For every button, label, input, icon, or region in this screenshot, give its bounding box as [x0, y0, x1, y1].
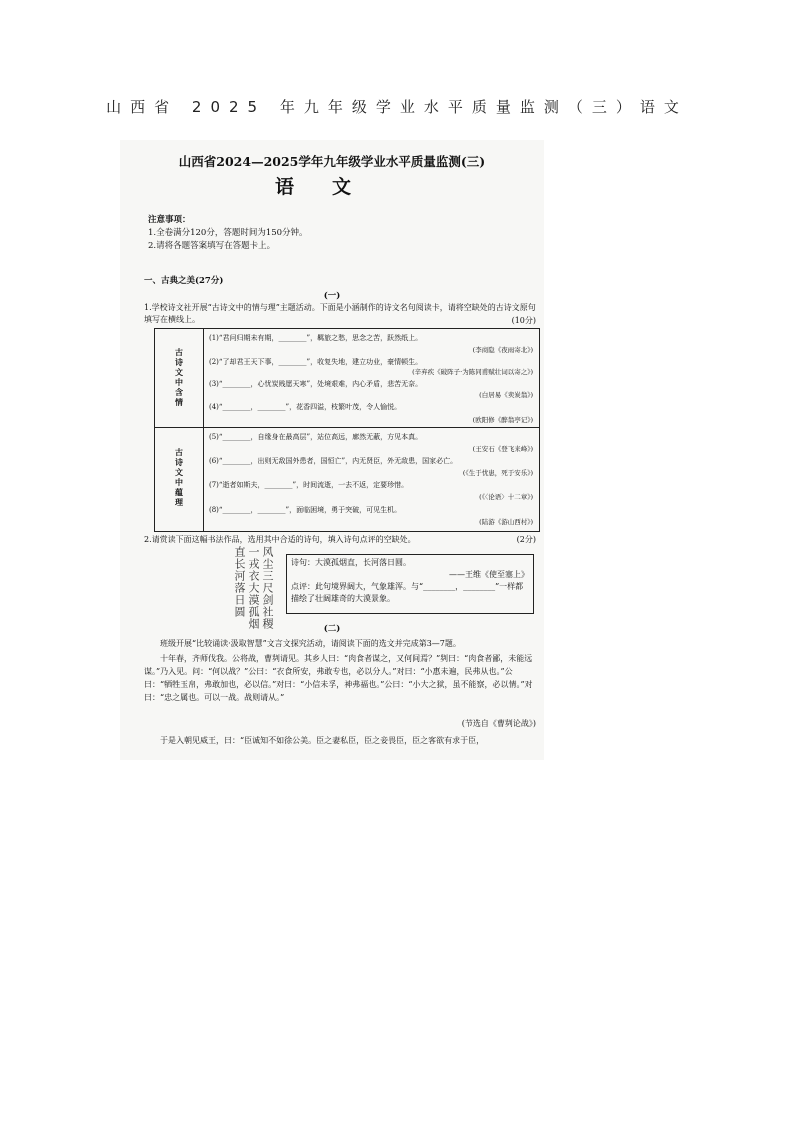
question-text: 1.学校诗文社开展“古诗文中的情与理”主题活动。下面是小涵制作的诗文名句阅读卡，请将空缺处的古诗文原句填写在横线上。	[144, 303, 536, 324]
passage-source: (节选自《曹刿论战》)	[461, 719, 536, 728]
question-1	[144, 302, 539, 326]
item-source: (《〈论语〉十二章》)	[479, 493, 533, 501]
item-source: (陆游《游山西村》)	[479, 518, 533, 526]
card-item: (3)“________，心忧炭贱愿天寒”，处境艰难，内心矛盾，悲苦无奈。	[209, 380, 423, 388]
item-source: (王安石《登飞来峰》)	[472, 445, 533, 453]
appreciation-box	[286, 554, 534, 614]
section-heading: 一、古典之美(27分)	[144, 276, 224, 286]
card-item: (2)“了却君王天下事，________”，收复失地，建立功业，豪情顿生。	[209, 358, 423, 366]
card-item: (4)“________，________”，花香四溢，枝繁叶茂，令人愉悦。	[209, 403, 402, 411]
card-label: 古诗文中含情	[175, 347, 183, 407]
item-source: (辛弃疾《破阵子·为陈同甫赋壮词以寄之》)	[412, 368, 533, 376]
exam-title: 山西省2024—2025学年九年级学业水平质量监测(三)	[178, 154, 486, 169]
appreciation-attribution: ——王维《使至塞上》	[449, 570, 529, 579]
question-2	[144, 534, 539, 546]
reading-intro: 班级开展“比较诵读·汲取智慧”文言文探究活动，请阅读下面的选文并完成第3—7题。	[160, 639, 461, 648]
appreciation-poem: 诗句：大漠孤烟直，长河落日圆。	[291, 558, 411, 567]
card-divider	[155, 427, 539, 428]
question-text: 2.请赏读下面这幅书法作品，选用其中合适的诗句，填入诗句点评的空缺处。	[144, 535, 416, 544]
item-source: (李商隐《夜雨寄北》)	[472, 346, 533, 354]
part-heading: (二)	[323, 624, 341, 634]
card-item: (8)“________，________”，面临困境，勇于突破，可见生机。	[209, 506, 402, 514]
card-divider	[203, 329, 204, 531]
card-item: (7)“逝者如斯夫，________”，时间流逝，一去不返，定要珍惜。	[209, 481, 409, 489]
part-heading: (一)	[323, 291, 341, 301]
item-source: (《生于忧患，死于安乐》)	[462, 469, 533, 477]
page-heading: 山西省 2025 年九年级学业水平质量监测（三）语文	[106, 98, 688, 116]
notice-block	[148, 214, 308, 253]
scanned-exam-page	[120, 140, 544, 760]
item-source: (白居易《卖炭翁》)	[479, 391, 533, 399]
subject-title: 语文	[274, 176, 389, 198]
card-item: (1)“君问归期未有期，________”，羁旅之愁，思念之苦，跃然纸上。	[209, 334, 423, 342]
card-item: (6)“________，出则无敌国外患者，国恒亡”，内无贤臣，外无敌患，国家必亡。	[209, 457, 458, 465]
reading-card	[154, 328, 540, 532]
notice-item: 1.全卷满分120分，答题时间为150分钟。	[148, 228, 308, 238]
notice-item: 2.请将各题答案填写在答题卡上。	[148, 241, 276, 251]
question-score: (2分)	[516, 535, 536, 544]
card-label: 古诗文中蕴理	[175, 447, 183, 507]
card-item: (5)“________，自缘身在最高层”，站位高远，廓然无蔽，方见本真。	[209, 433, 423, 441]
reading-passage: 十年春，齐师伐我。公将战，曹刿请见。其乡人曰：“肉食者谋之，又何间焉？”刿曰：“肉食者鄙，未能远谋。”乃入见。问：“何以战？”公曰：“衣食所安，弗敢专也，必以分人。”对曰：“小惠未遍，民弗从也。”公曰：“牺牲玉帛，弗敢加也，必以信。”对曰：“小信未孚，神弗福也。”公曰：“小大之狱，虽不能察，必以情。”对曰：“忠之属也。可以一战。战则请从。”	[144, 654, 533, 702]
notice-heading: 注意事项：	[148, 215, 191, 225]
reading-passage: 于是入朝见威王，曰：“臣诚知不如徐公美。臣之妻私臣，臣之妾畏臣，臣之客欲有求于臣，	[160, 736, 485, 745]
appreciation-comment: 点评：此句境界阔大，气象雄浑。与“________，________”一样都描绘了壮阔雄奇的大漠景象。	[291, 582, 524, 603]
question-score: (10分)	[511, 316, 536, 325]
item-source: (欧阳修《醉翁亭记》)	[472, 416, 533, 424]
calligraphy-artwork: 风尘三尺剑社稷一戎衣大漠孤烟直长河落日圆	[233, 546, 274, 630]
